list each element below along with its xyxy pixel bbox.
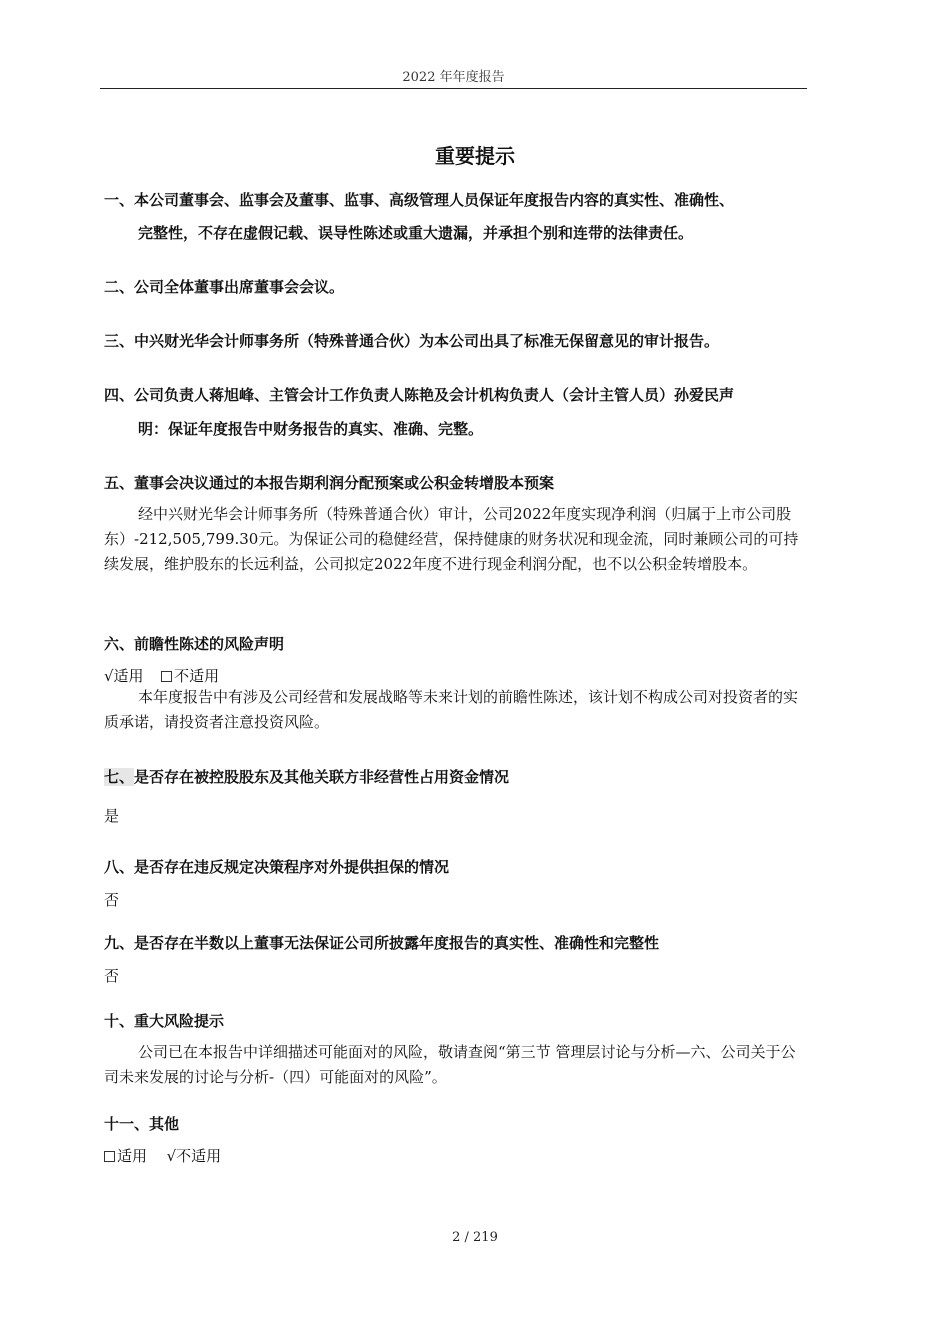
item-10-body [104, 1040, 810, 1090]
header-divider [100, 88, 807, 89]
item-11-options [104, 1145, 221, 1166]
item-6-applicable: √适用 [104, 667, 144, 685]
item-4-line-1: 四、公司负责人蒋旭峰、主管会计工作负责人陈艳及会计机构负责人（会计主管人员）孙爱民声 [104, 386, 735, 404]
page-number: 2 / 219 [452, 1230, 498, 1245]
item-6-options [104, 665, 219, 686]
item-1-line-2: 完整性，不存在虚假记载、误导性陈述或重大遗漏，并承担个别和连带的法律责任。 [138, 224, 694, 242]
item-5-heading: 五、董事会决议通过的本报告期利润分配预案或公积金转增股本预案 [104, 474, 555, 492]
item-11-applicable: 适用 [117, 1147, 148, 1165]
item-7-heading [104, 766, 509, 787]
item-7-prefix: 七、 [104, 768, 135, 786]
checkbox-icon [104, 1151, 115, 1162]
item-5-text: 经中兴财光华会计师事务所（特殊普通合伙）审计，公司2022年度实现净利润（归属于上市公司股东）-212,505,799.30元。为保证公司的稳健经营，保持健康的财务状况和现金流，同时兼顾公司的可持续发展，维护股东的长远利益，公司拟定2022年度不进行现金利润分配，也不以公积金转增股本。 [104, 505, 799, 573]
item-8-heading: 八、是否存在违反规定决策程序对外提供担保的情况 [104, 858, 450, 876]
item-4-line-2: 明：保证年度报告中财务报告的真实、准确、完整。 [138, 420, 484, 438]
item-9-answer: 否 [104, 967, 120, 985]
item-6-heading: 六、前瞻性陈述的风险声明 [104, 635, 285, 653]
item-3: 三、中兴财光华会计师事务所（特殊普通合伙）为本公司出具了标准无保留意见的审计报告。 [104, 332, 720, 350]
item-11-heading: 十一、其他 [104, 1115, 180, 1133]
item-6-body [104, 685, 810, 735]
checkbox-icon [161, 671, 172, 682]
item-7-answer: 是 [104, 807, 120, 825]
item-6-not-applicable: 不适用 [174, 667, 220, 685]
page-title: 重要提示 [435, 144, 515, 168]
item-9-heading: 九、是否存在半数以上董事无法保证公司所披露年度报告的真实性、准确性和完整性 [104, 934, 660, 952]
item-11-not-applicable: √不适用 [166, 1147, 222, 1165]
item-10-text: 公司已在本报告中详细描述可能面对的风险，敬请查阅“第三节 管理层讨论与分析—六、公司关于公司未来发展的讨论与分析-（四）可能面对的风险”。 [104, 1043, 796, 1086]
item-6-text: 本年度报告中有涉及公司经营和发展战略等未来计划的前瞻性陈述，该计划不构成公司对投资者的实质承诺，请投资者注意投资风险。 [104, 688, 799, 731]
item-8-answer: 否 [104, 891, 120, 909]
item-7-text: 是否存在被控股股东及其他关联方非经营性占用资金情况 [134, 768, 510, 786]
item-5-body [104, 502, 810, 577]
item-1-line-1: 一、本公司董事会、监事会及董事、监事、高级管理人员保证年度报告内容的真实性、准确性、 [104, 191, 735, 209]
page-header: 2022 年年度报告 [402, 70, 505, 85]
item-2: 二、公司全体董事出席董事会会议。 [104, 278, 345, 296]
item-10-heading: 十、重大风险提示 [104, 1012, 225, 1030]
